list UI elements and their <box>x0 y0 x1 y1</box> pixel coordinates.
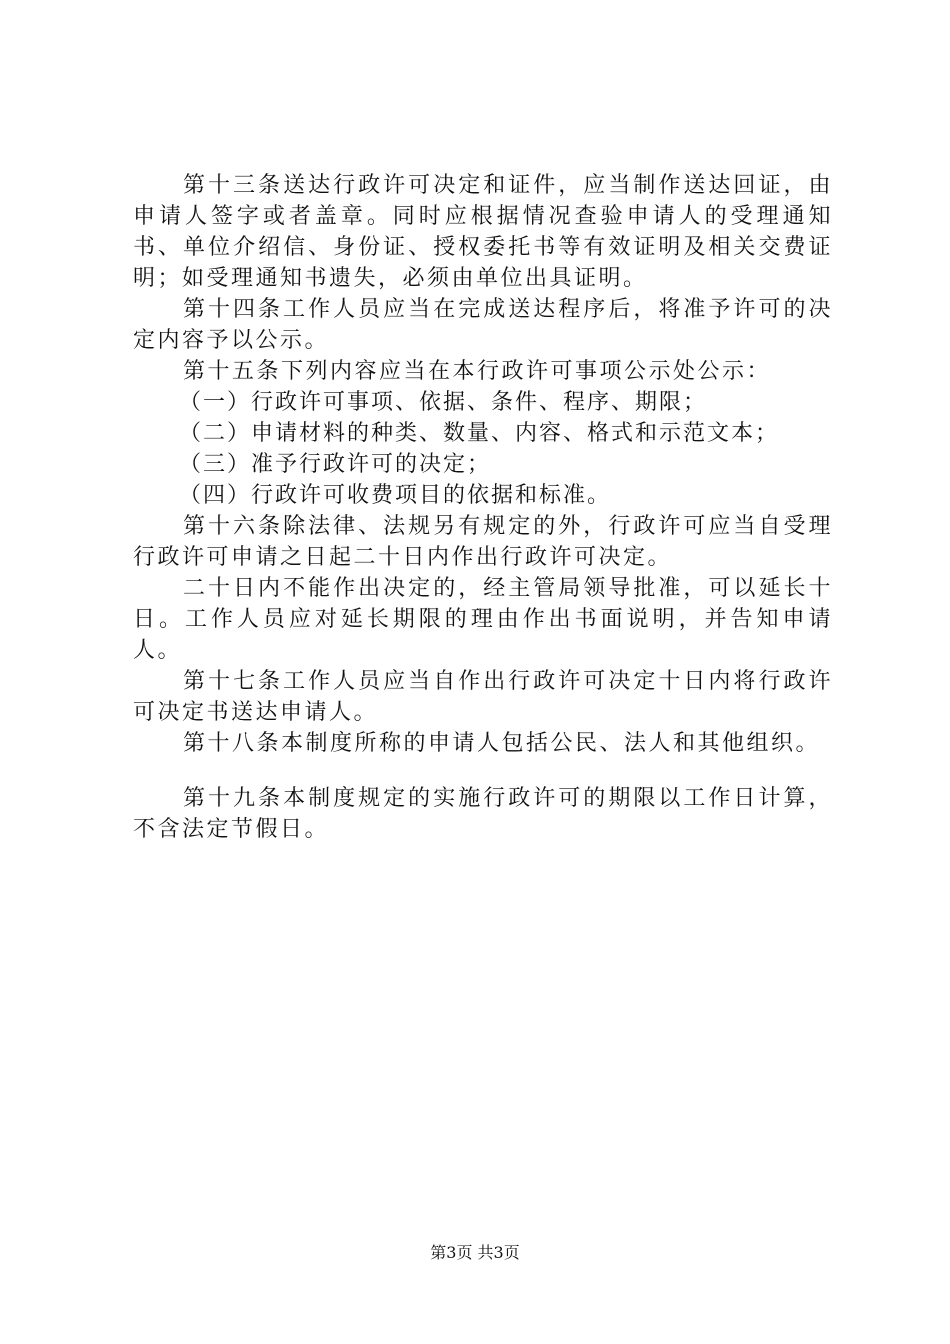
article-19-paragraph: 第十九条本制度规定的实施行政许可的期限以工作日计算，不含法定节假日。 <box>133 786 833 842</box>
article-16-extension-paragraph: 二十日内不能作出决定的，经主管局领导批准，可以延长十日。工作人员应对延长期限的理由作出书面说明，并告知申请人。 <box>133 576 833 663</box>
article-15-item-2: （二）申请材料的种类、数量、内容、格式和示范文本； <box>179 421 780 446</box>
article-15-item-4: （四）行政许可收费项目的依据和标准。 <box>179 483 612 508</box>
article-15-item-1: （一）行政许可事项、依据、条件、程序、期限； <box>179 390 708 415</box>
article-16-paragraph: 第十六条除法律、法规另有规定的外，行政许可应当自受理行政许可申请之日起二十日内作出行政许可决定。 <box>133 514 833 570</box>
page-number-footer: 第3页 共3页 <box>430 1243 520 1262</box>
article-13-paragraph: 第十三条送达行政许可决定和证件，应当制作送达回证，由申请人签字或者盖章。同时应根据情况查验申请人的受理通知书、单位介绍信、身份证、授权委托书等有效证明及相关交费证明；如受理通知书遗失，必须由单位出具证明。 <box>133 173 833 291</box>
article-15-paragraph: 第十五条下列内容应当在本行政许可事项公示处公示： <box>183 359 772 384</box>
paragraph-spacer <box>133 759 833 783</box>
article-14-paragraph: 第十四条工作人员应当在完成送达程序后，将准予许可的决定内容予以公示。 <box>133 297 833 353</box>
article-15-item-3: （三）准予行政许可的决定； <box>179 452 492 477</box>
article-17-paragraph: 第十七条工作人员应当自作出行政许可决定十日内将行政许可决定书送达申请人。 <box>133 669 833 725</box>
document-body <box>133 170 833 845</box>
article-18-paragraph: 第十八条本制度所称的申请人包括公民、法人和其他组织。 <box>183 731 821 756</box>
